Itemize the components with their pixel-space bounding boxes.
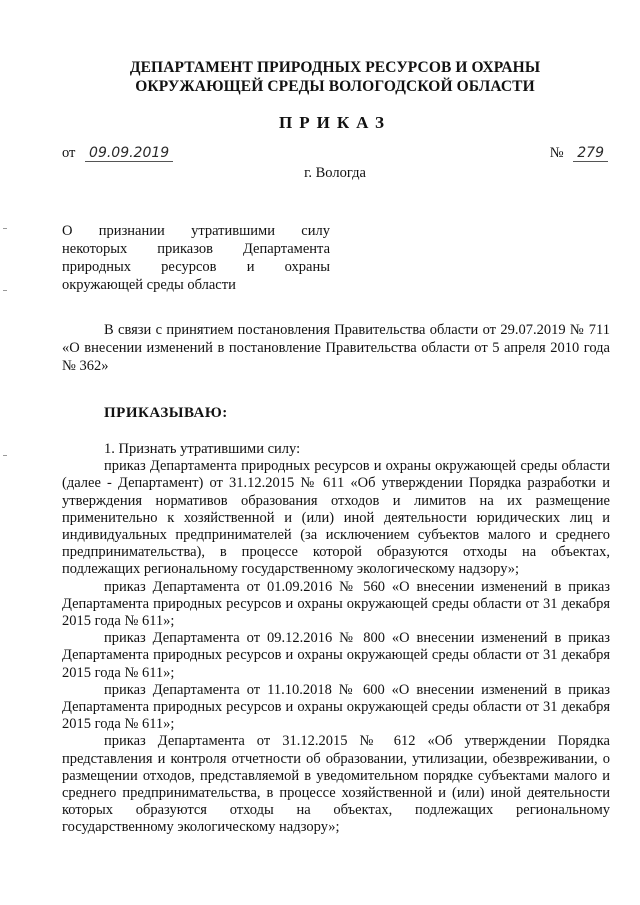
margin-mark bbox=[3, 455, 7, 456]
list-item: приказ Департамента от 01.09.2016 № 560 «О внесении изменений в приказ Департамента природных ресурсов и охраны окружающей среды области от 31 декабря 2015 года № 611»; bbox=[62, 578, 610, 630]
list-item: приказ Департамента от 31.12.2015 № 612 «Об утверждении Порядка представления и контроля отчетности об образовании, утилизации, обезвреживании, о размещении отходов, представляемой в уведомительном порядке субъектами малого и среднего предпринимательства, в процессе хозяйственной и (или) иной деятельности которых образуются отходы на объектах, подлежащих региональному государственному экологическому надзору»; bbox=[62, 733, 610, 836]
date-value: 09.09.2019 bbox=[85, 145, 173, 162]
department-header bbox=[60, 58, 610, 96]
order-number bbox=[550, 145, 608, 162]
margin-mark bbox=[3, 290, 7, 291]
order-items bbox=[62, 441, 610, 837]
list-item: приказ Департамента природных ресурсов и охраны окружающей среды области (далее - Департамент) от 31.12.2015 № 611 «Об утверждении Порядка разработки и утверждения нормативов образования отходов и лимитов на их размещение применительно к хозяйственной и (или) иной деятельности юридических лиц и индивидуальных предпринимателей (за исключением субъектов малого и среднего предпринимательства), в процессе которой образуются отходы на объектах, подлежащих региональному государственному экологическому надзору»; bbox=[62, 458, 610, 578]
list-item: 1. Признать утратившими силу: bbox=[104, 441, 301, 457]
preamble: В связи с принятием постановления Правительства области от 29.07.2019 № 711 «О внесении изменений в постановление Правительства области от 5 апреля 2010 года № 362» bbox=[62, 322, 610, 374]
city: г. Вологда bbox=[304, 165, 366, 181]
number-prefix: № bbox=[549, 145, 564, 161]
number-value: 279 bbox=[573, 145, 608, 162]
order-title: ПРИКАЗ bbox=[279, 113, 391, 132]
header-line-2: ОКРУЖАЮЩЕЙ СРЕДЫ ВОЛОГОДСКОЙ ОБЛАСТИ bbox=[135, 78, 535, 95]
list-item: приказ Департамента от 11.10.2018 № 600 «О внесении изменений в приказ Департамента природных ресурсов и охраны окружающей среды области от 31 декабря 2015 года № 611»; bbox=[62, 681, 610, 733]
list-item: приказ Департамента от 09.12.2016 № 800 «О внесении изменений в приказ Департамента природных ресурсов и охраны окружающей среды области от 31 декабря 2015 года № 611»; bbox=[62, 630, 610, 681]
date-prefix: от bbox=[62, 145, 76, 161]
command-heading: ПРИКАЗЫВАЮ: bbox=[104, 405, 228, 421]
order-date bbox=[62, 145, 173, 162]
margin-mark bbox=[3, 228, 7, 229]
header-line-1: ДЕПАРТАМЕНТ ПРИРОДНЫХ РЕСУРСОВ И ОХРАНЫ bbox=[129, 59, 541, 76]
order-subject: О признании утратившими силу некоторых приказов Департамента природных ресурсов и охраны окружающей среды области bbox=[62, 223, 330, 293]
